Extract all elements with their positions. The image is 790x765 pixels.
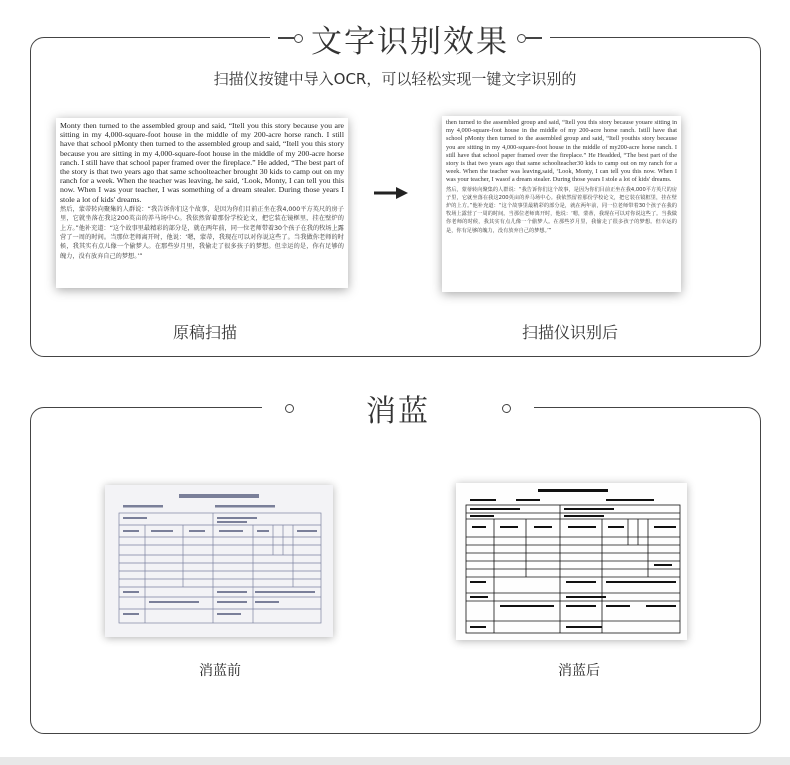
bottom-divider: [0, 757, 790, 765]
form-before-image: [105, 485, 333, 637]
title-right-line: [526, 37, 542, 39]
form-after-image: [456, 483, 687, 640]
blue-section-header: [262, 386, 534, 430]
caption-after-blue-removal: 消蓝后: [558, 663, 600, 679]
title-left-dot: [294, 34, 303, 43]
title-left-dot: [285, 404, 294, 413]
title-right-dot: [502, 404, 511, 413]
ocr-section-header: [270, 18, 550, 58]
ocr-subtitle: 扫描仪按键中导入OCR，可以轻松实现一键文字识别的: [213, 70, 577, 88]
blue-section-title: 消蓝: [366, 394, 430, 429]
ocr-result-document: [442, 116, 681, 292]
ocr-english-text: then turned to the assembled group and said, “Itell you this story because youare sitting in my 4,000-square-foot house in the middle of my 200-acre horse ranch. Istill have that school pMonty then turned to the assembled group and said, “Itell youthis story because you are sitting in my 4,000-square-foot house in the middle of my200-acre horse ranch. I still have that school paper framed over the fireplace.” He Headded, “The best part of the story is that two years ago that same schoolteacher30 kids to camp out on my ranch for a week. When the teacher was leaving,said, ‘Look, Monty, I can tell you this now. When I was your teacher, I wasof a dream stealer. During those years I stole a lot of kids' dreams.: [446, 119, 677, 184]
original-chinese-text: 然后，蒙蒂转向聚集的人群说：“我告诉你们这个故事，是因为你们目前正坐在我4,000平方英尺的房子里，它就坐落在我这200英亩的养马场中心。我依然留着那份学校论文，把它装在镜框里，挂在壁炉的上方。”他补充道：“这个故事里最精彩的部分是，就在两年前，同一位老师带着30个孩子在我的牧场上露营了一周的时间。当那位老师离开时，他说：‘嗯，蒙蒂，我现在可以对你说这些了。当我做你老师的时候，我其实有点儿像一个偷梦人。在那些岁月里，我偷走了很多孩子的梦想。但幸运的是，你有足够的魄力，没有放弃自己的梦想。’”: [60, 205, 344, 260]
arrow-right-icon: [374, 186, 408, 200]
caption-ocr-result: 扫描仪识别后: [521, 323, 618, 342]
title-right-dot: [517, 34, 526, 43]
ocr-section-title: 文字识别效果: [311, 23, 509, 60]
caption-original-scan: 原稿扫描: [172, 323, 237, 342]
original-english-text: Monty then turned to the assembled group and said, “Itell you this story because you are sitting in my 4,000-square-foot house in the middle of my 200-acre horse ranch. I still have that school pMonty then turned to the assembled group and said, “Itell you this story because you are sitting in my 4,000-square-foot house in the middle of my 200-acre horse ranch. I still have that school paper framed over the fireplace.” He added, “The best part of the story is that two years ago that same schoolteacher brought 30 kids to camp out on my ranch for a week. When the teacher was leaving, he said, ‘Look, Monty, I can tell you this now. When I was your teacher, I was something of a dream stealer. During those years I stole a lot of kids' dreams.: [60, 121, 344, 204]
ocr-chinese-text: 然后，蒙蒂转向聚集的人群说：“我告诉你们这个故事，是因为你们目前正坐在我4,000平方英尺的房子里，它就坐落在我这200英亩的养马场中心。我依然留着那份学校论文，把它装在镜框里，挂在壁炉的上方。”他补充道：“这个故事里最精彩的部分是，就在两年前，同一位老师带着30个孩子在我的牧场上露营了一周的时间。当那位老师离开时，他说：‘嗯，蒙蒂，我现在可以对你说这些了。当我做你老师的时候，我其实有点儿像一个偷梦人。在那些岁月里，我偷走了很多孩子的梦想。但幸运的是，你有足够的魄力，没有放弃自己的梦想。’”: [446, 186, 677, 234]
title-left-line: [278, 37, 294, 39]
caption-before-blue-removal: 消蓝前: [199, 663, 241, 679]
original-scan-document: [56, 118, 348, 288]
